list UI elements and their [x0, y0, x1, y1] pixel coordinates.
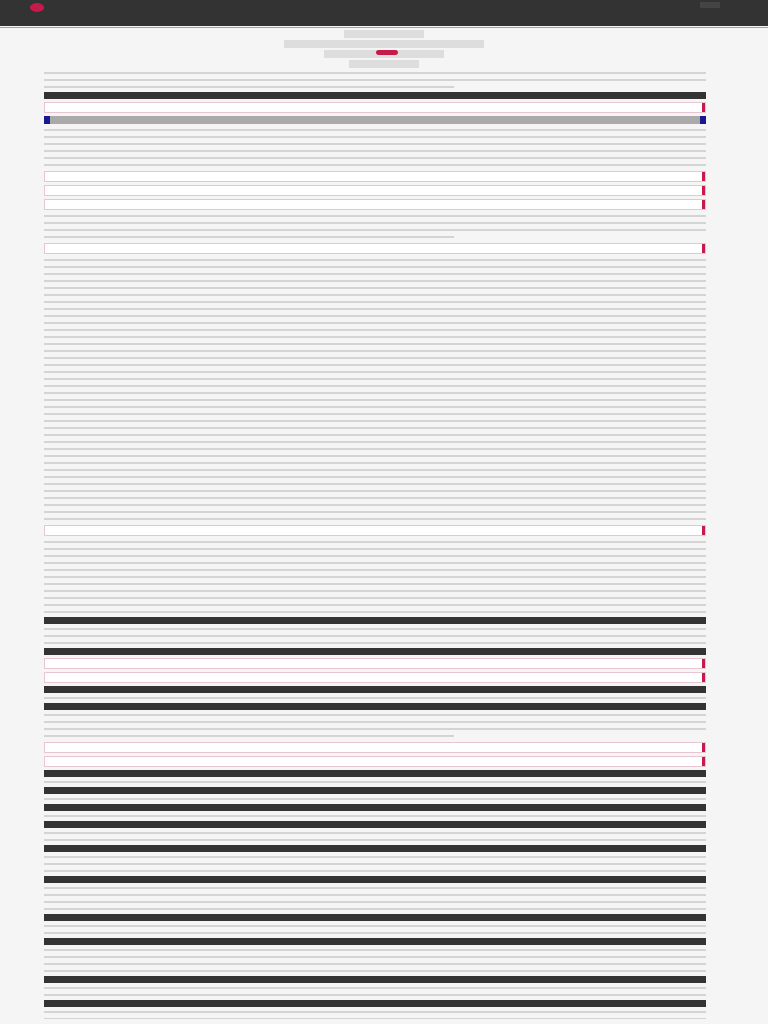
paragraph-line [44, 404, 706, 410]
paragraph-line [44, 899, 706, 905]
highlighted-note [44, 243, 706, 254]
paragraph-line [44, 609, 706, 615]
paragraph-line [44, 906, 706, 912]
code-block [44, 804, 706, 811]
paragraph-line [44, 348, 706, 354]
paragraph-line [44, 432, 706, 438]
paragraph-line [44, 234, 454, 240]
paragraph-line [44, 502, 706, 508]
highlighted-note [44, 742, 706, 753]
paragraph-line [44, 553, 706, 559]
paragraph-line [44, 390, 706, 396]
paragraph-line [44, 474, 706, 480]
paragraph-line [44, 418, 706, 424]
code-block [44, 1000, 706, 1007]
highlighted-note [44, 199, 706, 210]
top-navigation-bar [0, 0, 768, 26]
paragraph-line [44, 813, 706, 819]
paragraph-line [44, 264, 706, 270]
paragraph-line [44, 633, 706, 639]
paragraph-line [44, 488, 706, 494]
paragraph-line [44, 376, 706, 382]
paragraph-line [44, 397, 706, 403]
paragraph-line [44, 70, 706, 76]
code-block [44, 92, 706, 99]
paragraph-line [44, 1009, 706, 1015]
paragraph-line [44, 495, 706, 501]
code-block [44, 976, 706, 983]
paragraph-line [44, 299, 706, 305]
toc-link[interactable] [284, 40, 484, 48]
code-block [44, 703, 706, 710]
paragraph-line [44, 481, 706, 487]
paragraph-line [44, 595, 706, 601]
paragraph-line [44, 84, 454, 90]
paragraph-line [44, 954, 706, 960]
paragraph-line [44, 446, 706, 452]
toc-link[interactable] [344, 30, 424, 38]
paragraph-line [44, 923, 706, 929]
paragraph-line [44, 411, 706, 417]
site-logo[interactable] [30, 3, 210, 13]
paragraph-line [44, 868, 706, 874]
paragraph-line [44, 141, 706, 147]
header-divider [0, 27, 768, 28]
paragraph-line [44, 220, 706, 226]
paragraph-line [44, 640, 706, 646]
paragraph-line [44, 439, 706, 445]
code-block [44, 938, 706, 945]
paragraph-line [44, 453, 706, 459]
code-block [44, 821, 706, 828]
paragraph-line [44, 560, 706, 566]
paragraph-line [44, 227, 706, 233]
code-block [44, 845, 706, 852]
paragraph-line [44, 837, 706, 843]
paragraph-line [44, 861, 706, 867]
paragraph-line [44, 313, 706, 319]
paragraph-line [44, 947, 706, 953]
paragraph-line [44, 425, 706, 431]
paragraph-line [44, 162, 706, 168]
code-block [44, 648, 706, 655]
paragraph-line [44, 320, 706, 326]
paragraph-line [44, 602, 706, 608]
paragraph-line [44, 992, 706, 998]
paragraph-line [44, 712, 706, 718]
paragraph-line [44, 292, 706, 298]
highlighted-note [44, 672, 706, 683]
code-block [44, 787, 706, 794]
paragraph-line [44, 327, 706, 333]
paragraph-line [44, 509, 706, 515]
paragraph-line [44, 369, 706, 375]
highlighted-note [44, 658, 706, 669]
code-block [44, 770, 706, 777]
paragraph-line [44, 362, 706, 368]
menu-icon[interactable] [700, 2, 720, 8]
raspberry-logo-icon [30, 3, 44, 12]
paragraph-line [44, 985, 706, 991]
paragraph-line [44, 830, 706, 836]
paragraph-line [44, 695, 706, 701]
paragraph-line [44, 719, 706, 725]
paragraph-line [44, 467, 706, 473]
paragraph-line [44, 355, 706, 361]
paragraph-line [44, 968, 706, 974]
paragraph-line [44, 574, 706, 580]
paragraph-line [44, 278, 706, 284]
paragraph-line [44, 516, 706, 522]
paragraph-line [44, 127, 706, 133]
paragraph-line [44, 854, 706, 860]
paragraph-line [44, 726, 706, 732]
paragraph-line [44, 626, 706, 632]
paragraph-line [44, 892, 706, 898]
highlighted-note [44, 185, 706, 196]
paragraph-line [44, 567, 706, 573]
paragraph-line [44, 581, 706, 587]
paragraph-line [44, 257, 706, 263]
code-block [44, 914, 706, 921]
paragraph-line [44, 930, 706, 936]
paragraph-line [44, 134, 706, 140]
paragraph-line [44, 779, 706, 785]
paragraph-line [44, 77, 706, 83]
paragraph-line [44, 546, 706, 552]
highlighted-note [44, 525, 706, 536]
paragraph-line [44, 885, 706, 891]
highlighted-note [44, 102, 706, 113]
paragraph-line [44, 213, 706, 219]
paragraph-line [44, 961, 706, 967]
content-blocks [44, 70, 706, 1019]
paragraph-line [44, 341, 706, 347]
download-banner[interactable] [44, 116, 706, 124]
code-block [44, 686, 706, 693]
paragraph-line [44, 306, 706, 312]
code-block [44, 617, 706, 624]
paragraph-line [44, 796, 706, 802]
highlighted-note [44, 171, 706, 182]
paragraph-line [44, 271, 706, 277]
paragraph-line [44, 460, 706, 466]
paragraph-line [44, 285, 706, 291]
highlighted-note [44, 756, 706, 767]
paragraph-line [44, 148, 706, 154]
paragraph-line [44, 539, 706, 545]
paragraph-line [44, 155, 706, 161]
paragraph-line [44, 383, 706, 389]
paragraph-line [44, 733, 454, 739]
main-content [44, 54, 706, 1019]
section-heading [44, 54, 706, 68]
paragraph-line [44, 334, 706, 340]
code-block [44, 876, 706, 883]
paragraph-line [44, 1016, 706, 1019]
paragraph-line [44, 588, 706, 594]
